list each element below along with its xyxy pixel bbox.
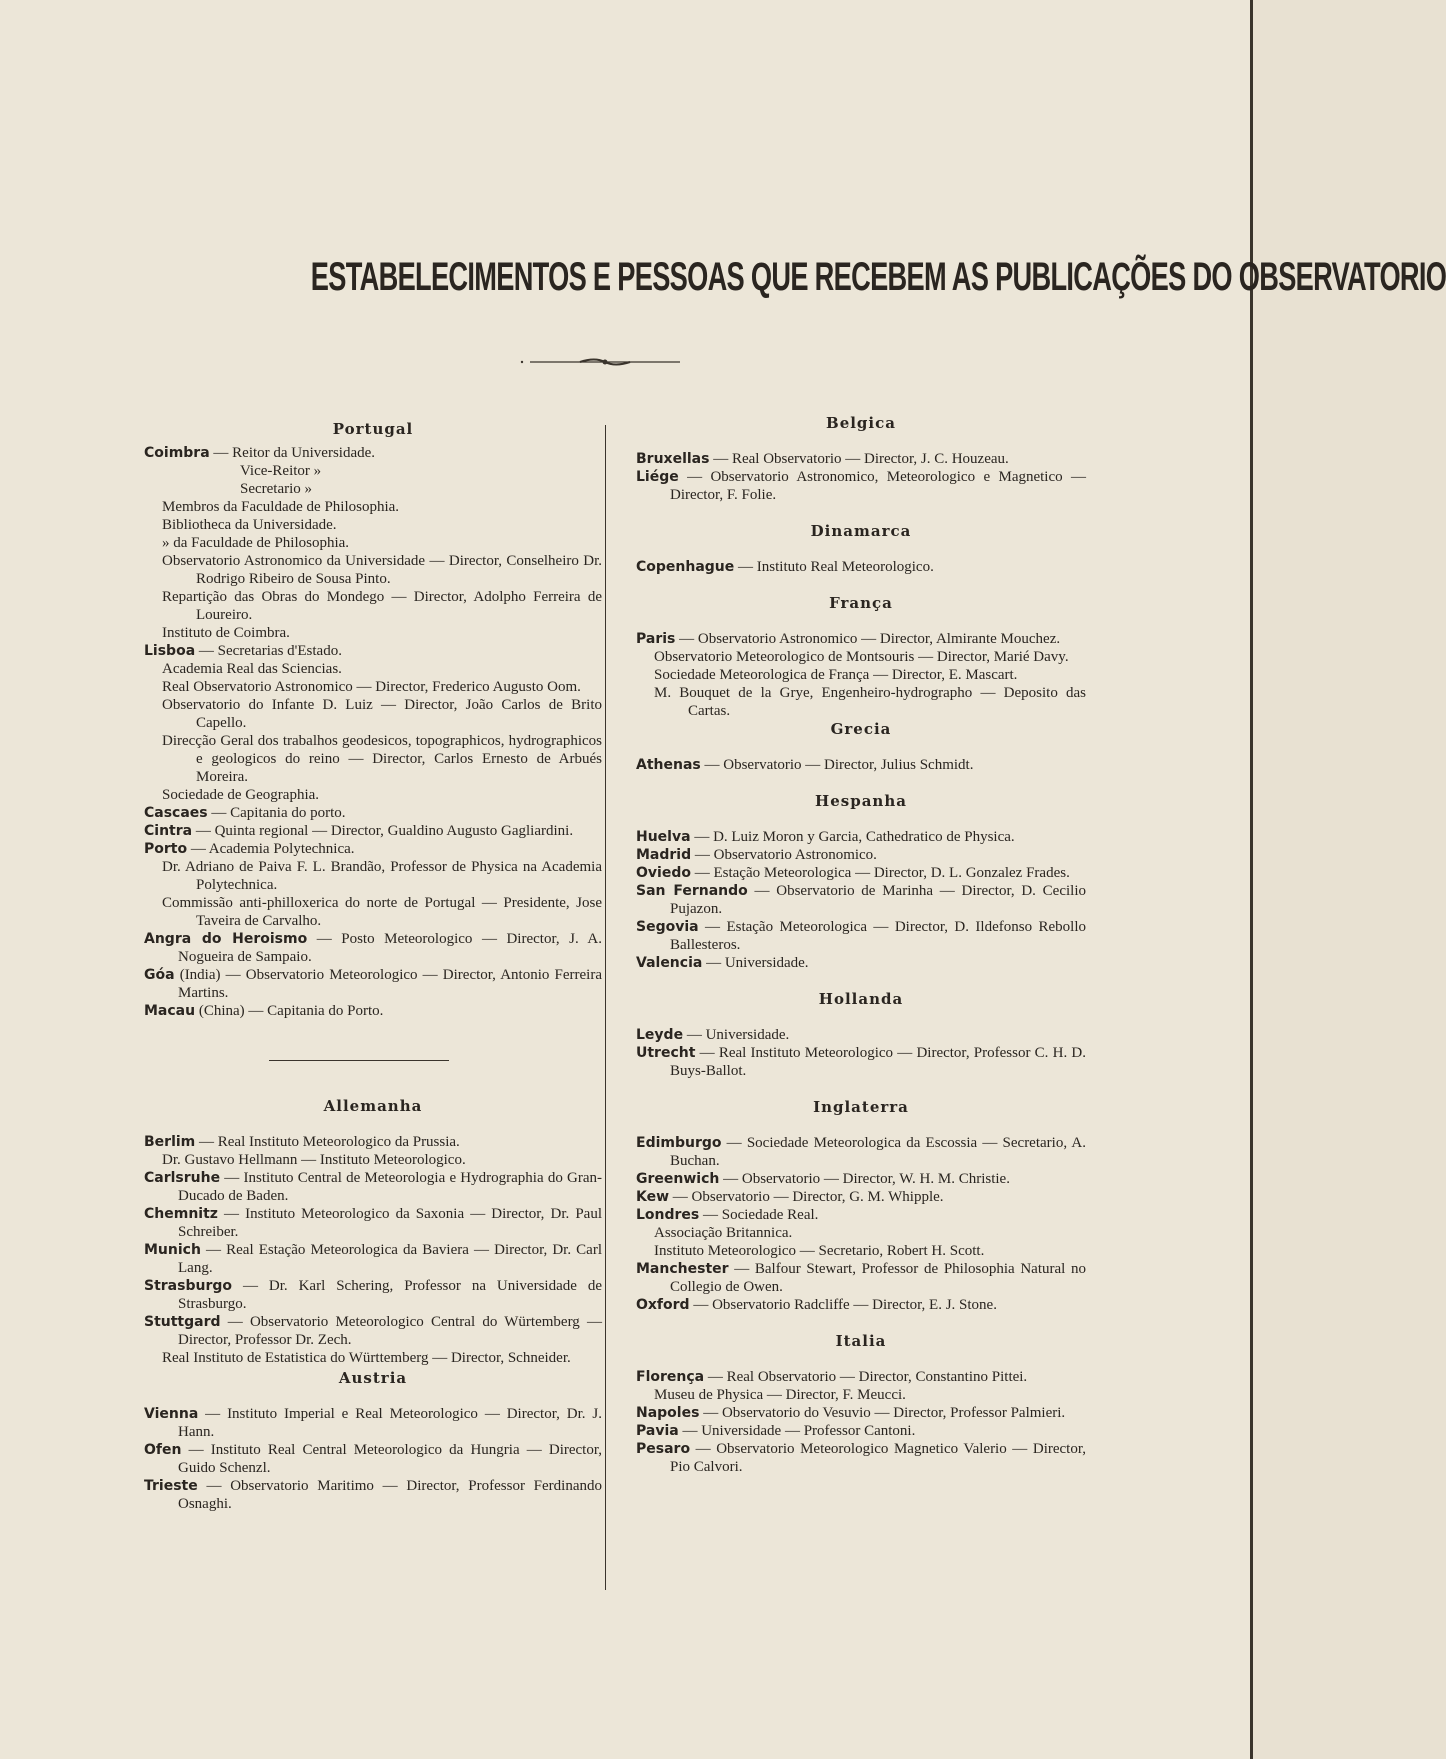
entry-text: Observatorio do Infante D. Luiz — Director, João Carlos de Brito Capello. <box>162 697 602 731</box>
list-item <box>144 1349 602 1367</box>
list-item <box>144 966 602 1002</box>
entry-text: — Instituto Imperial e Real Meteorologico — Director, Dr. J. Hann. <box>178 1406 602 1440</box>
place-name: Angra do Heroismo <box>144 931 308 947</box>
entry-text: — Observatorio Astronomico, Meteorologico e Magnetico — Director, F. Folie. <box>670 469 1086 503</box>
entry-text: (China) — Capitania do Porto. <box>195 1003 384 1019</box>
entry-text: — Observatorio do Vesuvio — Director, Professor Palmieri. <box>699 1405 1066 1421</box>
list-item <box>144 444 602 462</box>
list-item <box>144 480 602 498</box>
list-item <box>636 1188 1086 1206</box>
list-item <box>636 918 1086 954</box>
list-item <box>636 468 1086 504</box>
list-item <box>636 954 1086 972</box>
entry-text: — Quinta regional — Director, Gualdino Augusto Gagliardini. <box>192 823 574 839</box>
entry-text: — Dr. Karl Schering, Professor na Universidade de Strasburgo. <box>178 1278 602 1312</box>
section-title-belgica: Belgica <box>826 414 896 432</box>
entry-text: — Observatorio Meteorologico Central do Würtemberg — Director, Professor Dr. Zech. <box>178 1314 602 1348</box>
place-name: Pesaro <box>636 1441 691 1457</box>
entry-text: — Observatorio Meteorologico Magnetico Valerio — Director, Pio Calvori. <box>670 1441 1086 1475</box>
entry-text: — Observatorio Astronomico — Director, Almirante Mouchez. <box>675 631 1061 647</box>
place-name: Huelva <box>636 829 691 845</box>
list-item <box>144 552 602 588</box>
entry-text: — Real Instituto Meteorologico da Prussia. <box>195 1134 460 1150</box>
entry-text: — Estação Meteorologica — Director, D. L. Gonzalez Frades. <box>690 865 1070 881</box>
list-item <box>636 558 1086 576</box>
section-title-inglaterra: Inglaterra <box>813 1098 909 1116</box>
place-name: Liége <box>636 469 679 485</box>
entry-text: — Balfour Stewart, Professor de Philosophia Natural no Collegio de Owen. <box>670 1261 1086 1295</box>
list-item <box>144 1405 602 1441</box>
entry-text: — Observatorio — Director, W. H. M. Christie. <box>719 1171 1010 1187</box>
list-item <box>144 732 602 786</box>
list-item <box>636 1026 1086 1044</box>
place-name: Chemnitz <box>144 1206 218 1222</box>
left-column <box>144 420 602 1513</box>
list-item <box>144 696 602 732</box>
place-name: Coimbra <box>144 445 210 461</box>
place-name: Góa <box>144 967 175 983</box>
list-item <box>144 1169 602 1205</box>
page-title: ESTABELECIMENTOS E PESSOAS QUE RECEBEM AS PUBLICAÇÕES DO OBSERVATORIO <box>310 255 1446 299</box>
entry-text: Vice-Reitor » <box>240 463 322 479</box>
section-title-grecia: Grecia <box>830 720 892 738</box>
entry-text: — Posto Meteorologico — Director, J. A. Nogueira de Sampaio. <box>178 931 602 965</box>
list-item <box>636 756 1086 774</box>
place-name: Cintra <box>144 823 193 839</box>
section-title-italia: Italia <box>835 1332 887 1350</box>
place-name: Pavia <box>636 1423 679 1439</box>
list-item <box>144 930 602 966</box>
list-item <box>144 1205 602 1241</box>
section-title-franca: França <box>829 594 893 612</box>
list-item <box>144 624 602 642</box>
list-item <box>636 1242 1086 1260</box>
place-name: Oxford <box>636 1297 690 1313</box>
list-item <box>144 1151 602 1169</box>
entry-text: Dr. Gustavo Hellmann — Instituto Meteorologico. <box>162 1152 466 1168</box>
place-name: San Fernando <box>636 883 748 899</box>
place-name: Florença <box>636 1369 705 1385</box>
place-name: Munich <box>144 1242 201 1258</box>
list-item <box>636 1170 1086 1188</box>
entry-text: Repartição das Obras do Mondego — Director, Adolpho Ferreira de Loureiro. <box>162 589 602 623</box>
entry-text: Instituto de Coimbra. <box>162 625 290 641</box>
list-item <box>144 516 602 534</box>
list-item <box>144 588 602 624</box>
list-austria <box>144 1405 602 1513</box>
place-name: Athenas <box>636 757 701 773</box>
entry-text: — Observatorio Maritimo — Director, Professor Ferdinando Osnaghi. <box>178 1478 602 1512</box>
entry-text: — Real Observatorio — Director, J. C. Houzeau. <box>709 451 1009 467</box>
entry-text: — Instituto Central de Meteorologia e Hydrographia do Gran-Ducado de Baden. <box>178 1170 602 1204</box>
list-item <box>636 846 1086 864</box>
place-name: Copenhague <box>636 559 735 575</box>
entry-text: — Real Instituto Meteorologico — Director, Professor C. H. D. Buys-Ballot. <box>670 1045 1086 1079</box>
place-name: Macau <box>144 1003 196 1019</box>
entry-text: — Academia Polytechnica. <box>187 841 355 857</box>
list-item <box>144 660 602 678</box>
right-column <box>636 414 1086 1476</box>
list-item <box>636 864 1086 882</box>
list-item <box>636 1296 1086 1314</box>
list-item <box>636 882 1086 918</box>
list-item <box>636 1404 1086 1422</box>
list-item <box>144 1241 602 1277</box>
place-name: Madrid <box>636 847 692 863</box>
place-name: Oviedo <box>636 865 691 881</box>
entry-text: — Observatorio de Marinha — Director, D. Cecilio Pujazon. <box>670 883 1086 917</box>
place-name: Berlim <box>144 1134 196 1150</box>
place-name: Trieste <box>144 1478 198 1494</box>
list-item <box>144 894 602 930</box>
section-title-portugal: Portugal <box>332 420 414 438</box>
entry-text: — Reitor da Universidade. <box>209 445 376 461</box>
entry-text: — Real Estação Meteorologica da Baviera — Director, Dr. Carl Lang. <box>178 1242 602 1276</box>
entry-text: — Universidade. <box>702 955 809 971</box>
entry-text: Secretario » <box>240 481 313 497</box>
entry-text: — Estação Meteorologica — Director, D. Ildefonso Rebollo Ballesteros. <box>670 919 1086 953</box>
section-title-hespanha: Hespanha <box>815 792 907 810</box>
entry-text: Real Instituto de Estatistica do Württemberg — Director, Schneider. <box>162 1350 571 1366</box>
list-hespanha <box>636 828 1086 972</box>
list-item <box>636 630 1086 648</box>
place-name: Porto <box>144 841 188 857</box>
place-name: Edimburgo <box>636 1135 722 1151</box>
list-item <box>636 1368 1086 1386</box>
place-name: Utrecht <box>636 1045 696 1061</box>
entry-text: Sociedade Meteorologica de França — Director, E. Mascart. <box>654 667 1018 683</box>
entry-text: — Observatorio Radcliffe — Director, E. J. Stone. <box>689 1297 997 1313</box>
list-italia <box>636 1368 1086 1476</box>
list-item <box>144 858 602 894</box>
place-name: Bruxellas <box>636 451 710 467</box>
section-title-dinamarca: Dinamarca <box>810 522 912 540</box>
list-item <box>636 1224 1086 1242</box>
title-ornament <box>520 355 690 369</box>
entry-text: Associação Britannica. <box>654 1225 793 1241</box>
list-item <box>636 1206 1086 1224</box>
list-item <box>144 822 602 840</box>
entry-text: — Instituto Real Meteorologico. <box>734 559 934 575</box>
list-item <box>636 828 1086 846</box>
entry-text: Direcção Geral dos trabalhos geodesicos, topographicos, hydrographicos e geologicos do reino — Director, Carlos Ernesto de Arbués Moreira. <box>162 733 602 785</box>
place-name: Londres <box>636 1207 700 1223</box>
list-allemanha <box>144 1133 602 1367</box>
place-name: Manchester <box>636 1261 729 1277</box>
entry-text: — Real Observatorio — Director, Constantino Pittei. <box>704 1369 1028 1385</box>
list-hollanda <box>636 1026 1086 1080</box>
entry-text: Membros da Faculdade de Philosophia. <box>162 499 400 515</box>
list-item <box>636 648 1086 666</box>
place-name: Kew <box>636 1189 670 1205</box>
list-item <box>636 1260 1086 1296</box>
entry-text: — Universidade — Professor Cantoni. <box>678 1423 916 1439</box>
place-name: Vienna <box>144 1406 199 1422</box>
entry-text: Sociedade de Geographia. <box>162 787 320 803</box>
list-item <box>636 666 1086 684</box>
place-name: Valencia <box>636 955 703 971</box>
list-portugal <box>144 444 602 1020</box>
list-item <box>144 534 602 552</box>
entry-text: — Instituto Real Central Meteorologico da Hungria — Director, Guido Schenzl. <box>178 1442 602 1476</box>
list-item <box>144 642 602 660</box>
entry-text: — Observatorio Astronomico. <box>691 847 877 863</box>
place-name: Greenwich <box>636 1171 720 1187</box>
entry-text: Dr. Adriano de Paiva F. L. Brandão, Professor de Physica na Academia Polytechnica. <box>162 859 602 893</box>
list-item <box>144 498 602 516</box>
place-name: Napoles <box>636 1405 700 1421</box>
place-name: Cascaes <box>144 805 208 821</box>
list-item <box>144 1133 602 1151</box>
entry-text: — D. Luiz Moron y Garcia, Cathedratico de Physica. <box>690 829 1015 845</box>
list-item <box>144 804 602 822</box>
place-name: Segovia <box>636 919 699 935</box>
entry-text: Bibliotheca da Universidade. <box>162 517 337 533</box>
entry-text: Observatorio Meteorologico de Montsouris — Director, Marié Davy. <box>654 649 1069 665</box>
entry-text: — Sociedade Real. <box>699 1207 819 1223</box>
entry-text: Observatorio Astronomico da Universidade — Director, Conselheiro Dr. Rodrigo Ribeiro de Sousa Pinto. <box>162 553 602 587</box>
entry-text: — Secretarias d'Estado. <box>195 643 342 659</box>
list-item <box>636 1044 1086 1080</box>
section-title-allemanha: Allemanha <box>323 1097 423 1115</box>
place-name: Lisboa <box>144 643 196 659</box>
entry-text: — Universidade. <box>683 1027 790 1043</box>
section-rule <box>269 1060 449 1061</box>
place-name: Strasburgo <box>144 1278 232 1294</box>
entry-text: M. Bouquet de la Grye, Engenheiro-hydrographo — Deposito das Cartas. <box>654 685 1086 719</box>
entry-text: — Observatorio — Director, G. M. Whipple. <box>669 1189 944 1205</box>
entry-text: — Capitania do porto. <box>207 805 346 821</box>
list-item <box>144 1277 602 1313</box>
place-name: Leyde <box>636 1027 684 1043</box>
entry-text: Real Observatorio Astronomico — Director, Frederico Augusto Oom. <box>162 679 581 695</box>
entry-text: (India) — Observatorio Meteorologico — Director, Antonio Ferreira Martins. <box>174 967 602 1001</box>
list-inglaterra <box>636 1134 1086 1314</box>
entry-text: » da Faculdade de Philosophia. <box>162 535 350 551</box>
place-name: Stuttgard <box>144 1314 221 1330</box>
list-item <box>636 1440 1086 1476</box>
entry-text: Instituto Meteorologico — Secretario, Robert H. Scott. <box>654 1243 985 1259</box>
list-item <box>144 462 602 480</box>
place-name: Carlsruhe <box>144 1170 221 1186</box>
section-title-hollanda: Hollanda <box>818 990 904 1008</box>
list-item <box>144 786 602 804</box>
list-dinamarca <box>636 558 1086 576</box>
entry-text: Academia Real das Sciencias. <box>162 661 342 677</box>
list-item <box>144 678 602 696</box>
place-name: Paris <box>636 631 676 647</box>
list-item <box>636 450 1086 468</box>
entry-text: — Observatorio — Director, Julius Schmidt. <box>700 757 974 773</box>
list-item <box>144 1313 602 1349</box>
list-item <box>636 1134 1086 1170</box>
entry-text: — Instituto Meteorologico da Saxonia — Director, Dr. Paul Schreiber. <box>178 1206 602 1240</box>
list-item <box>636 1422 1086 1440</box>
entry-text: Commissão anti-philloxerica do norte de Portugal — Presidente, Jose Taveira de Carvalho. <box>162 895 602 929</box>
column-divider <box>605 425 606 1590</box>
section-title-austria: Austria <box>338 1369 408 1387</box>
list-item <box>144 1441 602 1477</box>
list-belgica <box>636 450 1086 504</box>
list-item <box>636 1386 1086 1404</box>
list-item <box>144 1477 602 1513</box>
list-item <box>636 684 1086 720</box>
list-grecia <box>636 756 1086 774</box>
place-name: Ofen <box>144 1442 182 1458</box>
list-franca <box>636 630 1086 720</box>
entry-text: — Sociedade Meteorologica da Escossia — Secretario, A. Buchan. <box>670 1135 1086 1169</box>
list-item <box>144 840 602 858</box>
entry-text: Museu de Physica — Director, F. Meucci. <box>654 1387 906 1403</box>
list-item <box>144 1002 602 1020</box>
